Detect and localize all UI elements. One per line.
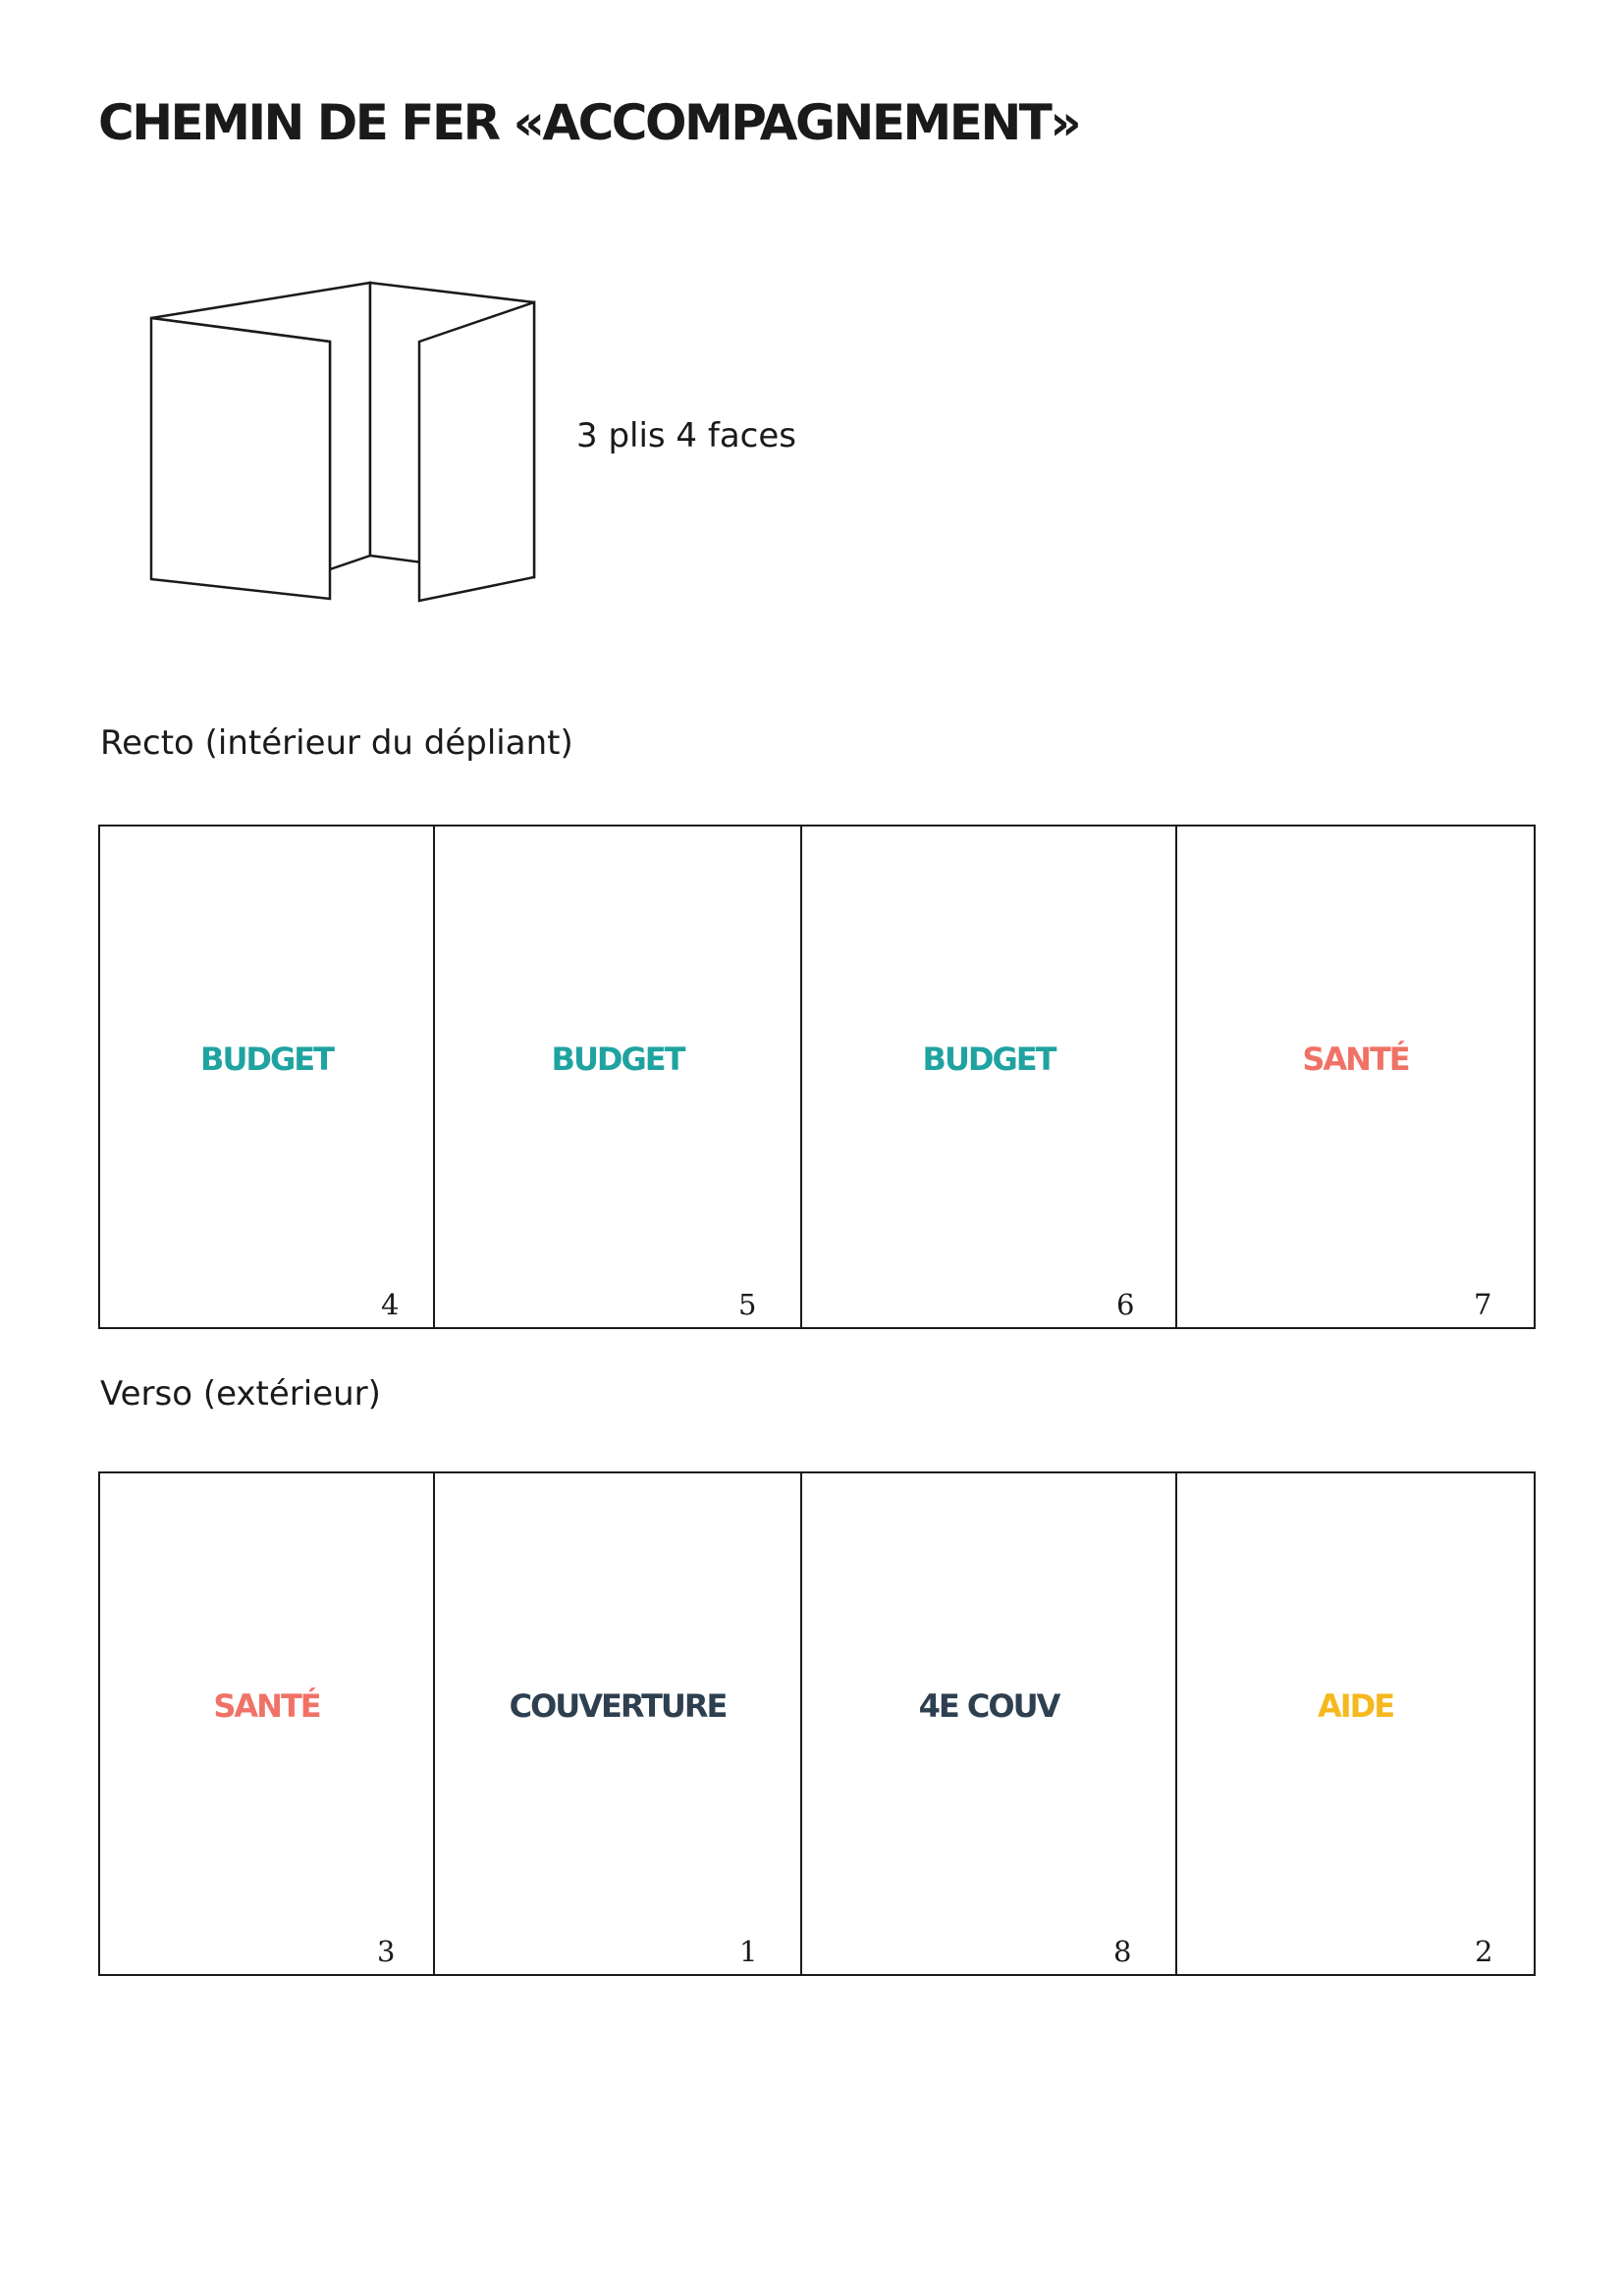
verso-panel-strip [98, 1471, 1536, 1976]
page-number: 1 [739, 1935, 758, 1968]
page-number: 3 [377, 1935, 396, 1968]
folded-leaflet-icon [137, 273, 550, 616]
fold-caption: 3 plis 4 faces [576, 416, 797, 455]
panel-heading: BUDGET [551, 1041, 684, 1078]
verso-panel-1 [100, 1473, 435, 1974]
recto-panel-3 [802, 827, 1177, 1327]
recto-panel-strip [98, 825, 1536, 1329]
recto-panel-4 [1177, 827, 1534, 1327]
panel-heading: AIDE [1317, 1687, 1394, 1725]
page-title: CHEMIN DE FER «ACCOMPAGNEMENT» [98, 94, 1080, 151]
panel-heading: COUVERTURE [509, 1687, 727, 1725]
panel-heading: BUDGET [922, 1041, 1056, 1078]
verso-label: Verso (extérieur) [100, 1374, 381, 1414]
page-number: 4 [381, 1288, 400, 1321]
verso-panel-2 [435, 1473, 802, 1974]
page-number: 5 [738, 1288, 757, 1321]
panel-heading: 4E COUV [918, 1687, 1059, 1725]
verso-panel-4 [1177, 1473, 1534, 1974]
panel-heading: SANTÉ [213, 1687, 320, 1725]
page-number: 7 [1474, 1288, 1492, 1321]
page-number: 2 [1475, 1935, 1493, 1968]
panel-heading: SANTÉ [1302, 1041, 1409, 1078]
page-number: 8 [1113, 1935, 1132, 1968]
recto-label: Recto (intérieur du dépliant) [100, 723, 573, 763]
page-number: 6 [1116, 1288, 1135, 1321]
recto-panel-1 [100, 827, 435, 1327]
panel-heading: BUDGET [200, 1041, 333, 1078]
verso-panel-3 [802, 1473, 1177, 1974]
recto-panel-2 [435, 827, 802, 1327]
